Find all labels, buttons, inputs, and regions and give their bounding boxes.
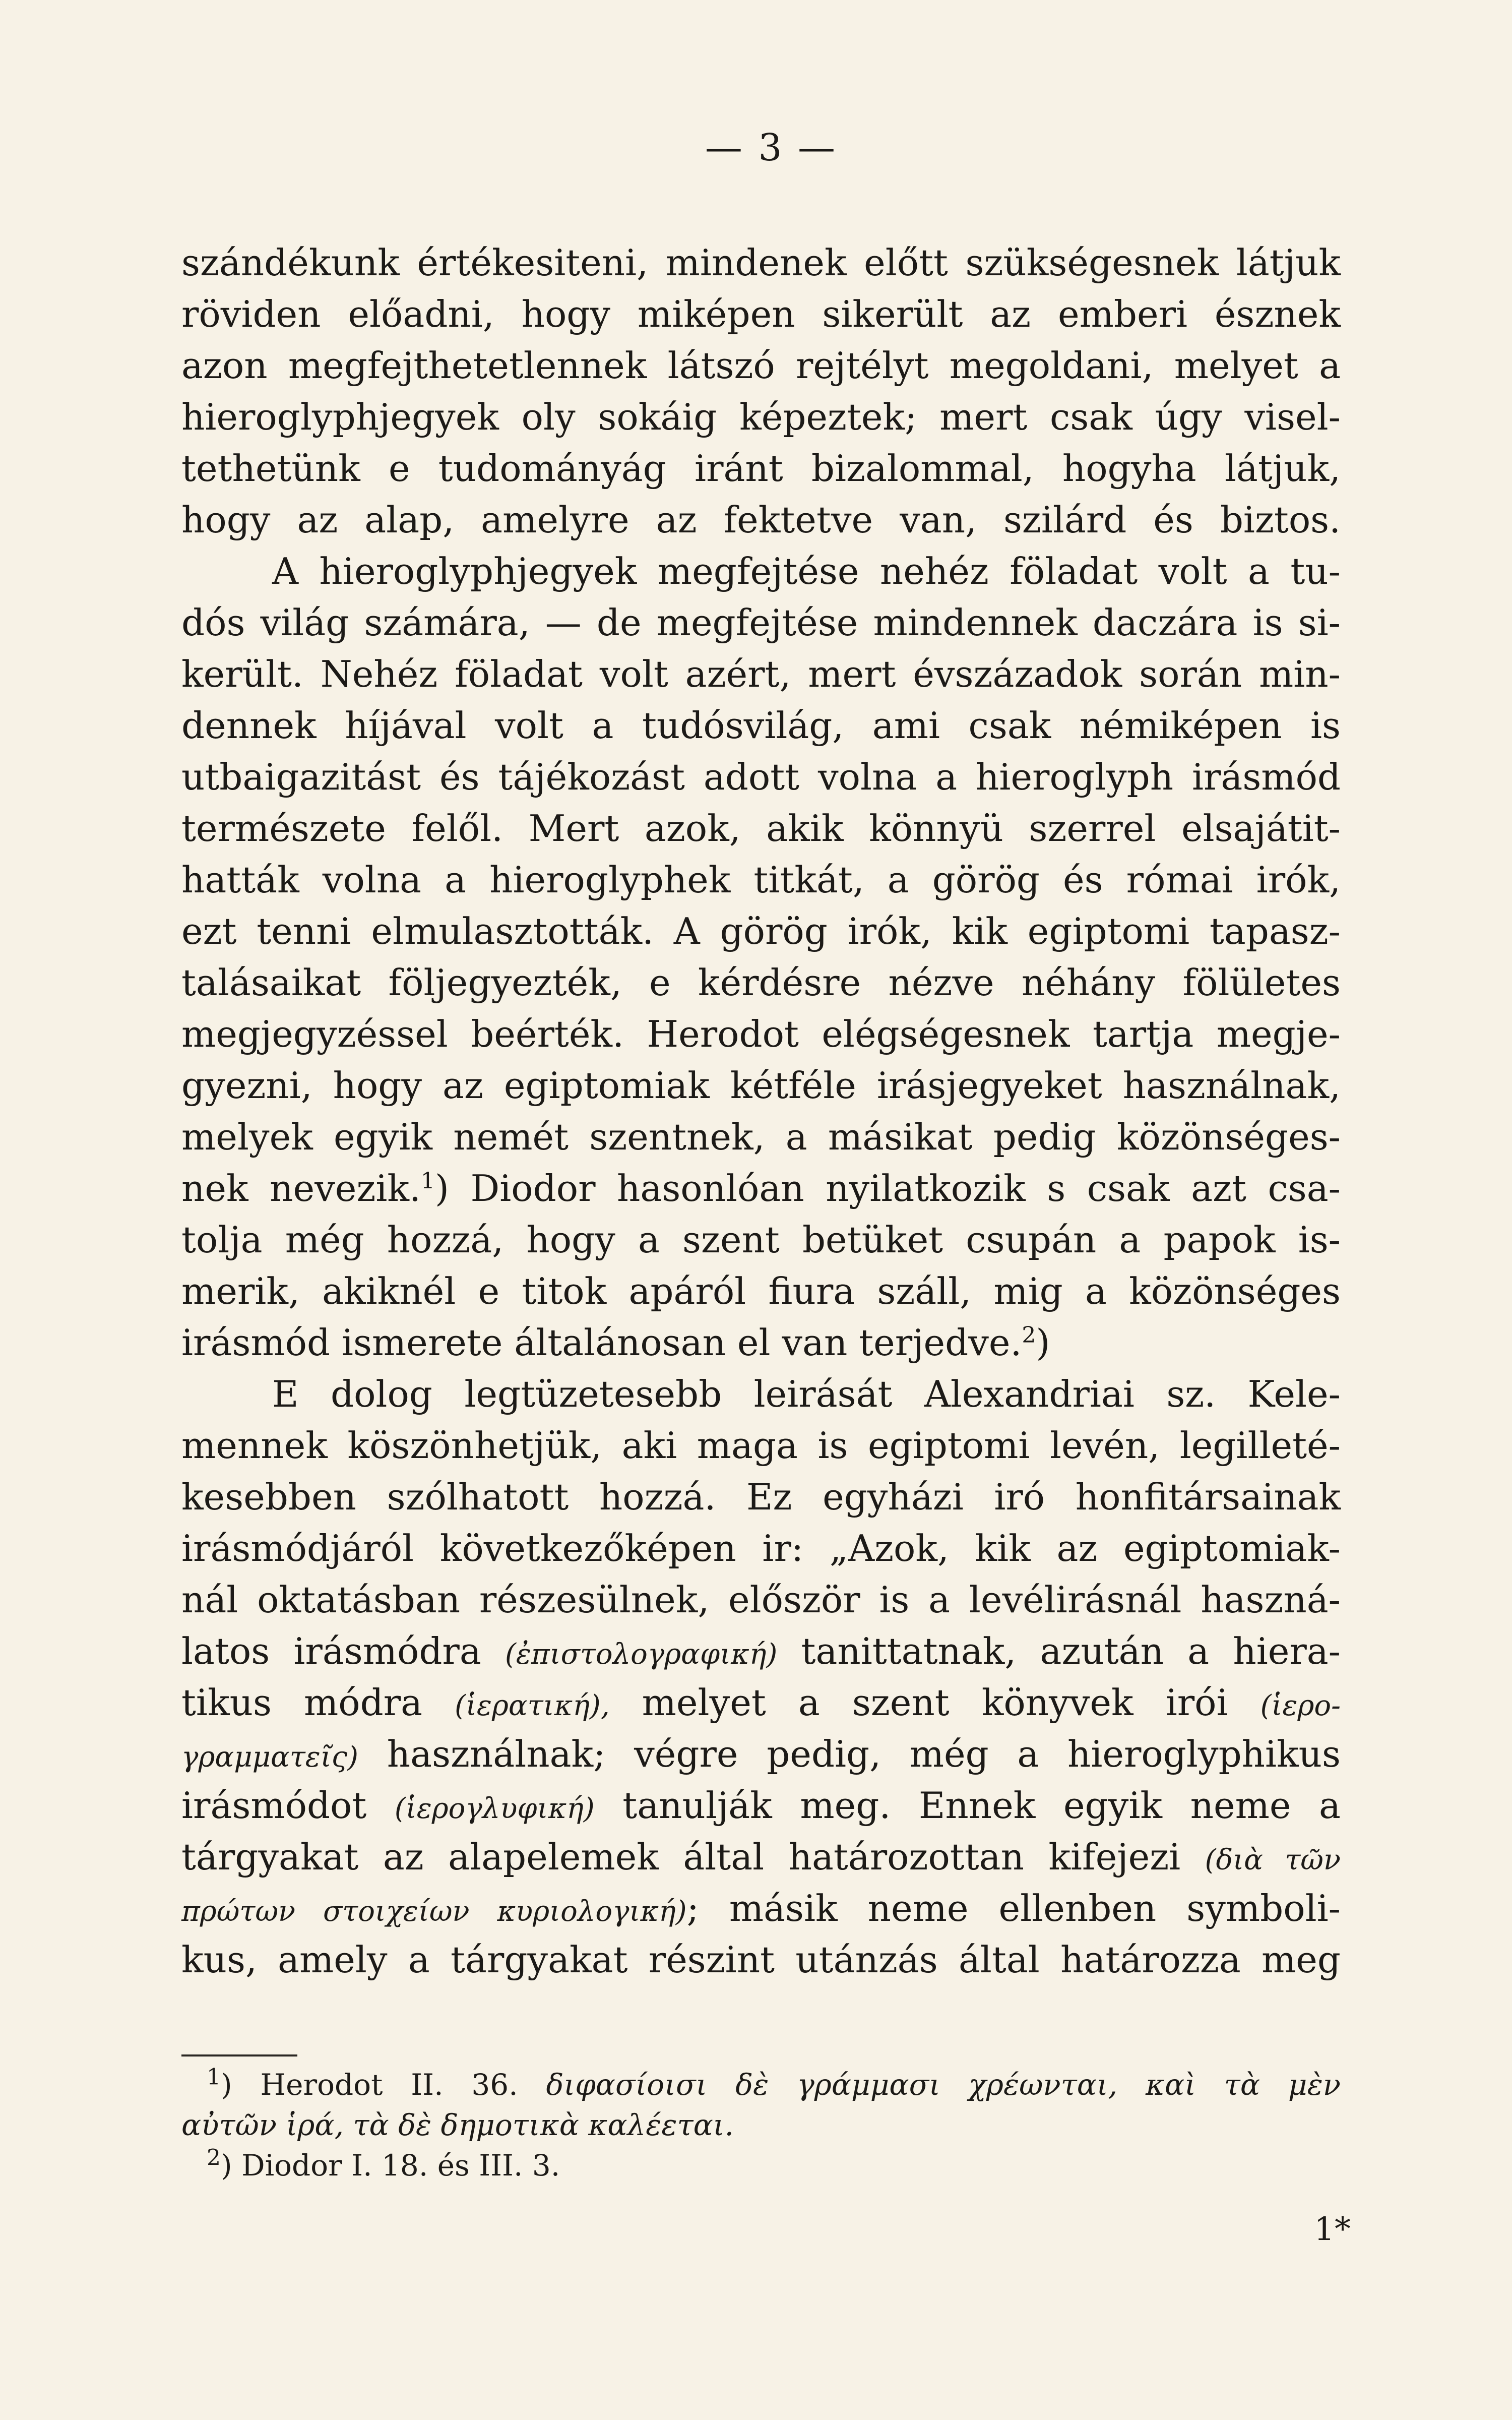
footnote-marker: 1 [207, 2064, 221, 2090]
text-line: melyek egyik nemét szentnek, a másikat pedig közönséges- [181, 1116, 1341, 1158]
text-line: nál oktatásban részesülnek, először is a levélirásnál haszná- [181, 1579, 1341, 1621]
text-line: röviden előadni, hogy miképen sikerült az emberi észnek [181, 293, 1341, 335]
text-line [181, 1883, 1341, 1934]
text-segment: tanittatnak, azután a hiera- [801, 1630, 1341, 1672]
text-segment: tanulják meg. Ennek egyik neme a [622, 1784, 1341, 1827]
text-segment: ) Diodor hasonlóan nyilatkozik s csak azt csa- [434, 1167, 1341, 1209]
text-line: kesebben szólhatott hozzá. Ez egyházi iró honfitársainak [181, 1476, 1341, 1518]
footnote-1 [181, 2065, 1341, 2105]
text-line: szándékunk értékesiteni, mindenek előtt szükségesnek látjuk [181, 241, 1341, 284]
text-line [181, 1728, 1341, 1780]
text-line: E dolog legtüzetesebb leirását Alexandriai sz. Kele- [272, 1373, 1341, 1415]
text-line: ezt tenni elmulasztották. A görög irók, kik egiptomi tapasz- [181, 910, 1341, 952]
text-line: tethetünk e tudományág iránt bizalommal, hogyha látjuk, [181, 447, 1341, 490]
text-line [181, 1831, 1341, 1883]
text-segment: tárgyakat az alapelemek által határozottan kifejezi [181, 1836, 1181, 1878]
text-line: talásaikat följegyezték, e kérdésre nézve néhány fölületes [181, 961, 1341, 1004]
text-line: került. Nehéz föladat volt azért, mert évszázadok során min- [181, 653, 1341, 695]
body-text [181, 237, 1341, 1985]
text-segment: nek nevezik. [181, 1167, 421, 1209]
text-segment: melyet a szent könyvek irói [642, 1681, 1228, 1724]
text-line: tolja még hozzá, hogy a szent betüket csupán a papok is- [181, 1219, 1341, 1261]
text-line [181, 1780, 1341, 1831]
text-line: megjegyzéssel beérték. Herodot elégségesnek tartja megje- [181, 1013, 1341, 1055]
footnotes [181, 2065, 1341, 2186]
text-line: merik, akiknél e titok apáról fiura száll, mig a közönséges [181, 1270, 1341, 1312]
text-line: dennek híjával volt a tudósvilág, ami csak némiképen is [181, 704, 1341, 747]
footnote-marker: 2 [207, 2145, 221, 2171]
greek-term: γραμματεῖς) [181, 1741, 359, 1774]
footnote-divider [181, 2054, 297, 2056]
greek-term: (ἱερογλυφική) [394, 1792, 595, 1825]
greek-quote: διφασίοισι δὲ γράμμασι χρέωνται, καὶ τὰ μὲν [546, 2068, 1341, 2102]
text-line: természete felől. Mert azok, akik könnyü szerrel elsajátit- [181, 807, 1341, 850]
footnote-text: ) Herodot II. 36. [221, 2068, 518, 2102]
text-segment: latos irásmódra [181, 1630, 481, 1672]
text-segment: tikus módra [181, 1681, 423, 1724]
text-line [181, 1317, 1341, 1368]
text-segment: használnak; végre pedig, még a hieroglyphikus [387, 1733, 1341, 1775]
text-line: A hieroglyphjegyek megfejtése nehéz föladat volt a tu- [272, 550, 1341, 592]
greek-term: (διὰ τῶν [1205, 1844, 1341, 1877]
text-segment: ) [1036, 1321, 1050, 1364]
text-line: gyezni, hogy az egiptomiak kétféle irásjegyeket használnak, [181, 1064, 1341, 1107]
text-line: irásmódjáról következőképen ir: „Azok, kik az egiptomiak- [181, 1527, 1341, 1569]
footnote-ref: 2 [1022, 1322, 1036, 1348]
greek-quote: αὐτῶν ἱρά, τὰ δὲ δημοτικὰ καλέεται. [181, 2108, 734, 2142]
page-number: — 3 — [705, 126, 838, 169]
text-segment: ; másik neme ellenben symboli- [686, 1887, 1341, 1929]
footnote-2 [181, 2145, 1341, 2186]
greek-term: πρώτων στοιχείων κυριολογική) [181, 1895, 687, 1928]
footnote-1-cont [181, 2105, 1341, 2145]
text-line: azon megfejthetetlennek látszó rejtélyt megoldani, melyet a [181, 344, 1341, 387]
text-segment: irásmód ismerete általánosan el van terjedve. [181, 1321, 1022, 1364]
text-line [181, 1677, 1341, 1728]
text-line [181, 1625, 1341, 1677]
text-line: dós világ számára, — de megfejtése mindennek daczára is si- [181, 601, 1341, 644]
text-segment: irásmódot [181, 1784, 367, 1827]
greek-term: (ἱερατική), [455, 1689, 610, 1722]
text-line [181, 1163, 1341, 1214]
greek-term: (ἐπιστολογραφική) [505, 1638, 778, 1671]
text-line: hogy az alap, amelyre az fektetve van, szilárd és biztos. [181, 499, 1341, 541]
greek-term: (ἱερο- [1260, 1689, 1341, 1722]
text-line: utbaigazitást és tájékozást adott volna a hieroglyph irásmód [181, 756, 1341, 798]
signature-mark: 1* [1314, 2211, 1351, 2248]
text-line: hatták volna a hieroglyphek titkát, a görög és római irók, [181, 859, 1341, 901]
text-line: hieroglyphjegyek oly sokáig képeztek; mert csak úgy visel- [181, 396, 1341, 438]
text-line: kus, amely a tárgyakat részint utánzás által határozza meg [181, 1939, 1341, 1981]
text-line: mennek köszönhetjük, aki maga is egiptomi levén, legilleté- [181, 1424, 1341, 1467]
footnote-text: ) Diodor I. 18. és III. 3. [221, 2148, 560, 2183]
footnote-ref: 1 [420, 1168, 435, 1194]
